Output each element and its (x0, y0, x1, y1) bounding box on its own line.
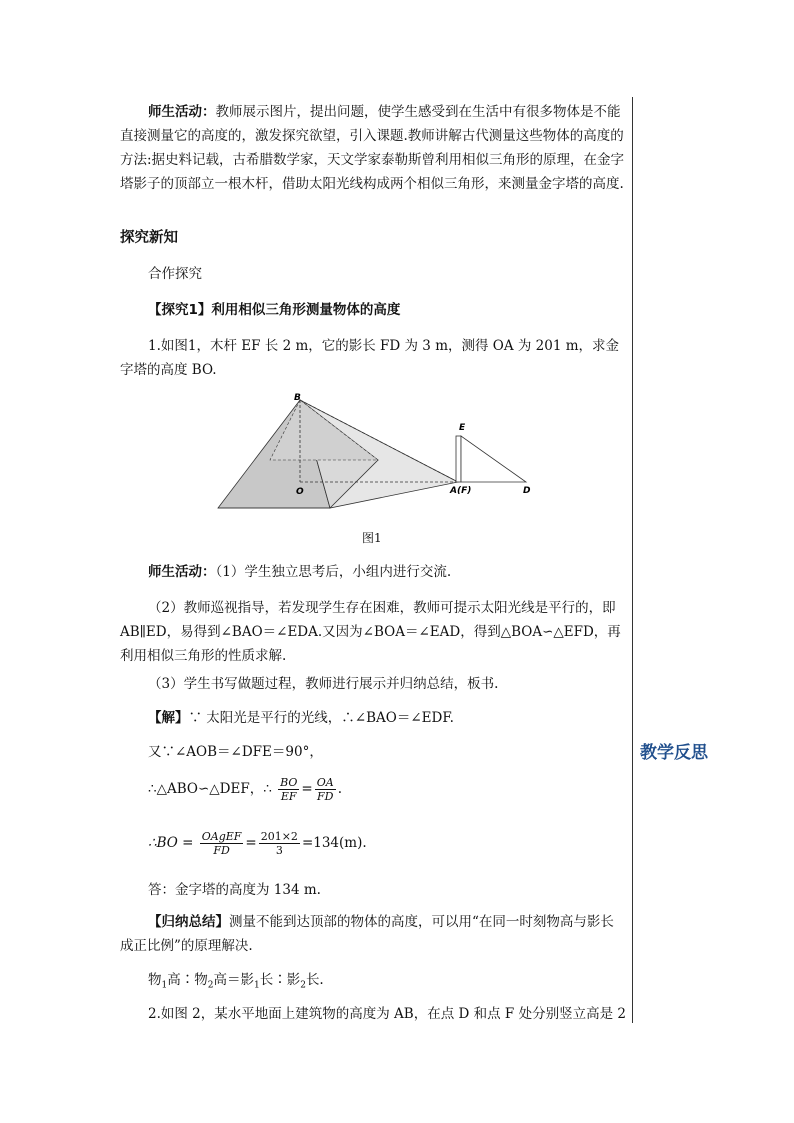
question-1: 1.如图1，木杆 EF 长 2 m，它的影长 FD 为 3 m，测得 OA 为 201 m，求金字塔的高度 BO. (120, 338, 620, 378)
activity-step-2: （2）教师巡视指导，若发现学生存在困难，教师可提示太阳光线是平行的，即 AB∥ED，易得到∠BAO＝∠EDA.又因为∠BOA＝∠EAD，得到△BOA∽△EFD，再利用相似三角形的性质求解. (120, 600, 621, 664)
solution-line-2: 又∵∠AOB＝∠DFE＝90°， (148, 744, 323, 760)
activity-step-1: （1）学生独立思考后，小组内进行交流. (215, 564, 452, 580)
summary-text: 测量不能到达顶部的物体的高度，可以用“在同一时刻物高与影长成正比例”的原理解决. (120, 914, 614, 954)
solution-line-4 (148, 830, 367, 857)
solution-text-4: ∴BO = (148, 835, 194, 851)
fraction-numerator: BO (280, 776, 298, 789)
fraction-OA-FD (315, 776, 336, 803)
label-O: O (296, 487, 304, 497)
ratio-part: 长. (305, 972, 324, 988)
fraction-denominator: EF (280, 790, 297, 803)
solution-line-3 (148, 776, 342, 803)
fraction-numerator: 201×2 (260, 830, 298, 843)
ratio-subscript: 1 (253, 980, 260, 991)
summary-paragraph (120, 910, 625, 958)
answer-line: 答：金字塔的高度为 134 m. (148, 882, 321, 898)
figure-1-pyramid-diagram (210, 390, 540, 515)
activity-text: 教师展示图片，提出问题，使学生感受到在生活中有很多物体是不能直接测量它的高度的，激发探究欲望，引入课题.教师讲解古代测量这些物体的高度的方法:据史料记载，古希腊数学家，天文学家泰勒斯曾利用相似三角形的原理，在金字塔影子的顶部立一根木杆，借助太阳光线构成两个相似三角形，来测量金字塔的高度. (120, 104, 625, 192)
ratio-subscript: 1 (161, 980, 168, 991)
question-2: 2.如图 2，某水平地面上建筑物的高度为 AB，在点 D 和点 F 处分别竖立高是 2 (148, 1006, 626, 1022)
solution-line-1 (148, 706, 454, 726)
ratio-part: 物 (148, 972, 162, 988)
fraction-denominator: FD (316, 790, 334, 803)
solution-label: 【解】 (148, 710, 189, 726)
equals-sign: = (301, 781, 313, 797)
fraction-BO-EF (278, 776, 299, 803)
pyramid-back-face (270, 400, 378, 460)
label-D: D (523, 486, 531, 496)
ratio-subscript: 2 (300, 980, 306, 991)
sub-title: 合作探究 (148, 266, 202, 282)
label-E: E (459, 423, 466, 433)
solution-text-3: ∴△ABO∽△DEF，∴ (148, 781, 272, 797)
result: =134(m). (301, 835, 367, 851)
ratio-part: 高∶物 (167, 972, 208, 988)
solution-text-1: ∵ 太阳光是平行的光线，∴∠BAO＝∠EDF. (188, 710, 454, 726)
shadow-triangle-EFD (461, 436, 526, 482)
equals-sign-2: = (245, 835, 257, 851)
activity-paragraph-2 (148, 560, 451, 580)
explore-1-title: 【探究1】利用相似三角形测量物体的高度 (148, 302, 401, 318)
fraction-numerator: OA (316, 776, 334, 789)
period: . (337, 781, 342, 797)
activity-step-3: （3）学生书写做题过程，教师进行展示并归纳总结，板书. (148, 676, 499, 692)
fraction-201x2-3 (259, 830, 300, 857)
activity-label: 师生活动： (148, 104, 216, 120)
fraction-denominator: 3 (275, 844, 283, 857)
ratio-subscript: 2 (207, 980, 214, 991)
fraction-OAgEF-FD (200, 830, 244, 857)
fraction-denominator: FD (213, 844, 230, 857)
column-divider (632, 97, 633, 1023)
summary-label: 【归纳总结】 (148, 914, 229, 930)
teaching-reflection-label: 教学反思 (640, 743, 708, 763)
section-title: 探究新知 (120, 230, 178, 246)
activity-label-2: 师生活动： (148, 564, 216, 580)
ratio-part: 高＝影 (213, 972, 254, 988)
label-AF: A(F) (450, 486, 472, 496)
pole-EF (456, 436, 461, 482)
ratio-line (148, 968, 324, 991)
label-B: B (294, 393, 301, 403)
activity-paragraph-1 (120, 100, 625, 196)
fraction-numerator: OAgEF (201, 830, 242, 843)
ratio-part: 长∶影 (259, 972, 301, 988)
figure-caption: 图1 (362, 531, 382, 545)
